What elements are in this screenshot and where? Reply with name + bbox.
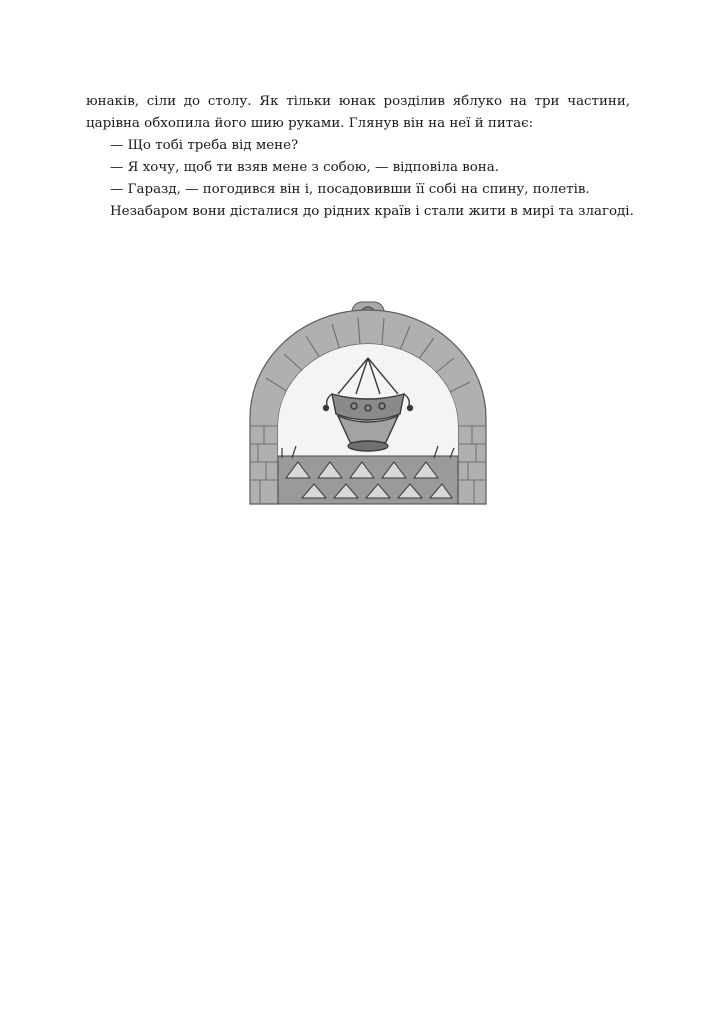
dialogue-line: — Я хочу, щоб ти взяв мене з собою, — відповіла вона.	[110, 160, 499, 175]
dialogue-line: — Що тобі треба від мене?	[110, 138, 299, 153]
story-text	[86, 91, 634, 223]
arch-lamp-illustration	[246, 298, 490, 508]
text-line: юнаків, сіли до столу. Як тільки юнак розділив яблуко на три частини,	[86, 94, 630, 109]
text-line: царівна обхопила його шию руками. Глянув він на неї й питає:	[86, 116, 534, 131]
dialogue-line: — Гаразд, — погодився він і, посадовивши її собі на спину, полетів.	[110, 182, 590, 197]
text-line: Незабаром вони дісталися до рідних країв і стали жити в мирі та злагоді.	[110, 204, 634, 219]
